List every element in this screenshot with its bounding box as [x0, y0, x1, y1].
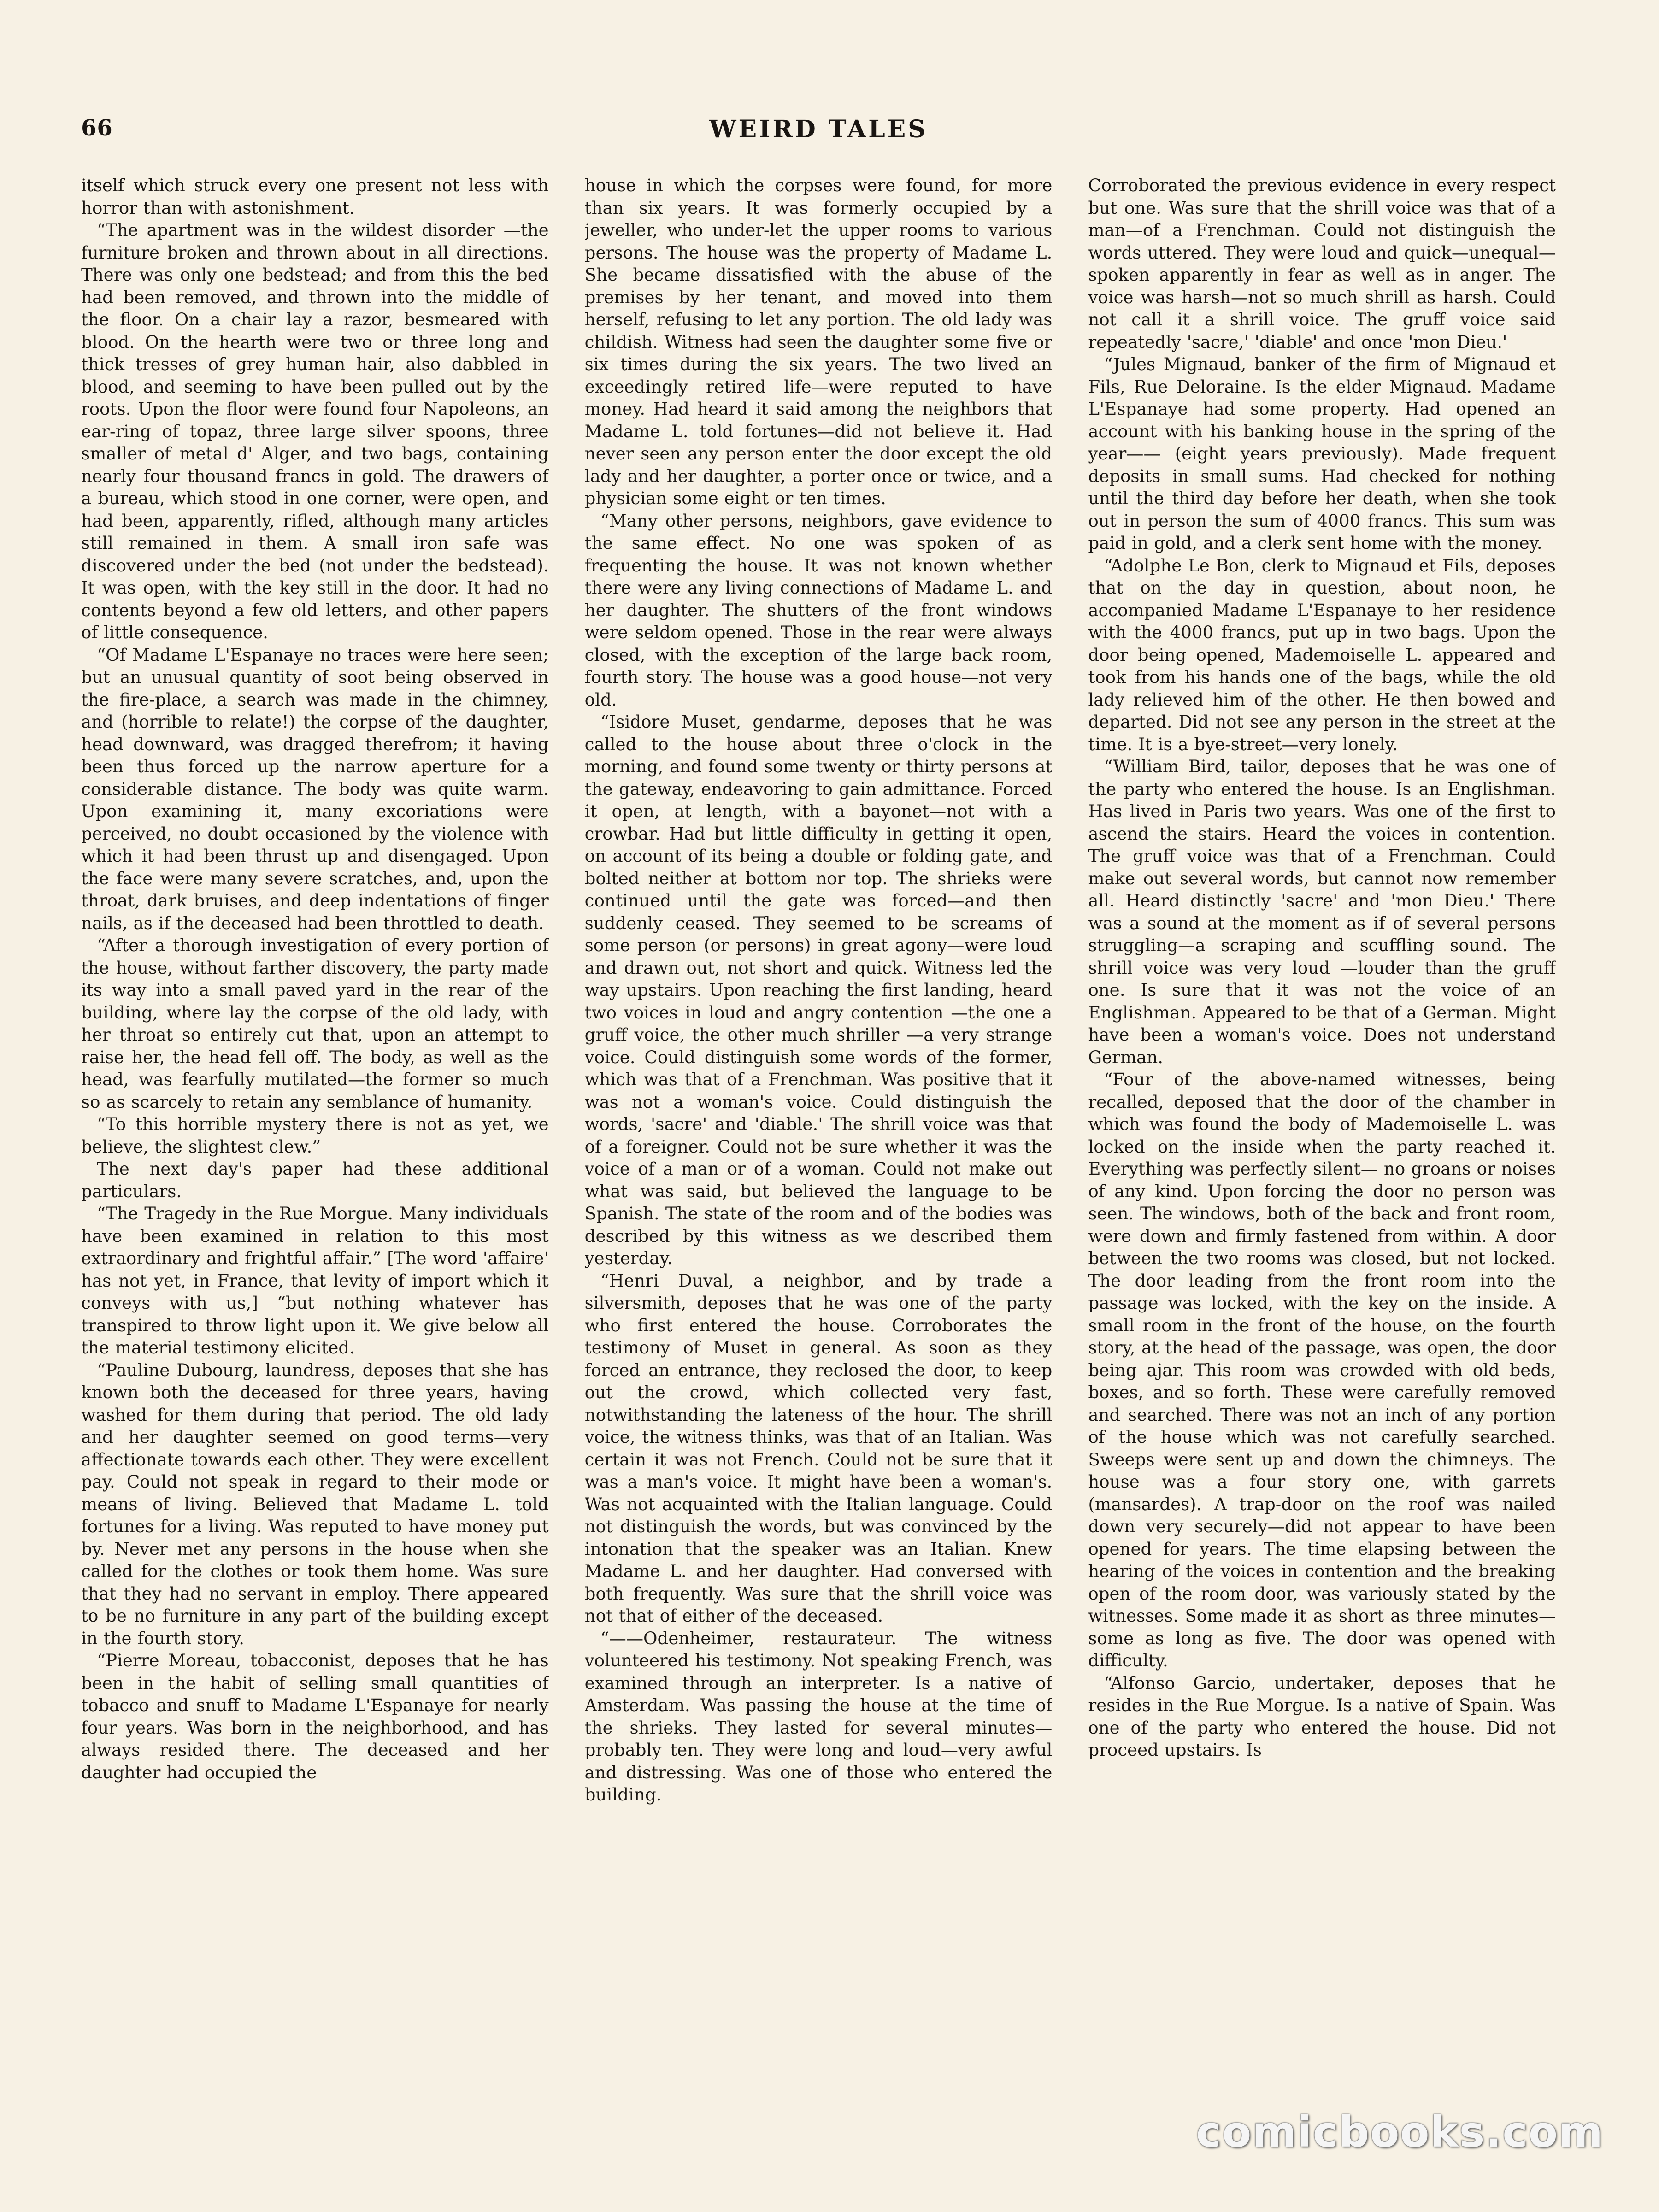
paragraph: house in which the corpses were found, for more than six years. It was formerly occupied by a jeweller, who under-let the upper rooms to various persons. The house was the property of Madame L. She became dissatisfied with the abuse of the premises by her tenant, and moved into them herself, refusing to let any portion. The old lady was childish. Witness had seen the daughter some five or six times during the six years. The two lived an exceedingly retired life—were reputed to have money. Had heard it said among the neighbors that Madame L. told fortunes—did not believe it. Had never seen any person enter the door except the old lady and her daughter, a porter once or twice, and a physician some eight or ten times.	[584, 175, 1053, 508]
paragraph: “Pierre Moreau, tobacconist, deposes that he has been in the habit of selling small quantities of tobacco and snuff to Madame L'Espanaye for nearly four years. Was born in the neighborhood, and has always resided there. The deceased and her daughter had occupied the	[81, 1650, 549, 1783]
paragraph: “To this horrible mystery there is not as yet, we believe, the slightest clew.”	[81, 1114, 549, 1157]
paragraph: “Four of the above-named witnesses, being recalled, deposed that the door of the chamber in which was found the body of Mademoiselle L. was locked on the inside when the party reached it. Everything was perfectly silent— no groans or noises of any kind. Upon forcing the door no person was seen. The windows, both of the back and front room, were down and firmly fastened from within. A door between the two rooms was closed, but not locked. The door leading from the front room into the passage was locked, with the key on the inside. A small room in the front of the house, on the fourth story, at the head of the passage, was open, the door being ajar. This room was crowded with old beds, boxes, and so forth. These were carefully removed and searched. There was not an inch of any portion of the house which was not carefully searched. Sweeps were sent up and down the chimneys. The house was a four story one, with garrets (mansardes). A trap-door on the roof was nailed down very securely—did not appear to have been opened for years. The time elapsing between the hearing of the voices in contention and the breaking open of the room door, was variously stated by the witnesses. Some made it as short as three minutes—some as long as five. The door was opened with difficulty.	[1088, 1069, 1556, 1671]
paragraph: “Jules Mignaud, banker of the firm of Mignaud et Fils, Rue Deloraine. Is the elder Mignaud. Madame L'Espanaye had some property. Had opened an account with his banking house in the spring of the year—— (eight years previously). Made frequent deposits in small sums. Had checked for nothing until the third day before her death, when she took out in person the sum of 4000 francs. This sum was paid in gold, and a clerk sent home with the money.	[1088, 354, 1556, 553]
page-header	[81, 115, 1556, 159]
paragraph: “Isidore Muset, gendarme, deposes that he was called to the house about three o'clock in the morning, and found some twenty or thirty persons at the gateway, endeavoring to gain admittance. Forced it open, at length, with a bayonet—not with a crowbar. Had but little difficulty in getting it open, on account of its being a double or folding gate, and bolted neither at bottom nor top. The shrieks were continued until the gate was forced—and then suddenly ceased. They seemed to be screams of some person (or persons) in great agony—were loud and drawn out, not short and quick. Witness led the way upstairs. Upon reaching the first landing, heard two voices in loud and angry contention —the one a gruff voice, the other much shriller —a very strange voice. Could distinguish some words of the former, which was that of a Frenchman. Was positive that it was not a woman's voice. Could distinguish the words, 'sacre' and 'diable.' The shrill voice was that of a foreigner. Could not be sure whether it was the voice of a man or of a woman. Could not make out what was said, but believed the language to be Spanish. The state of the room and of the bodies was described by this witness as we described them yesterday.	[584, 712, 1053, 1268]
text-column-1	[81, 174, 549, 2054]
paragraph: itself which struck every one present not less with horror than with astonishment.	[81, 175, 549, 218]
paragraph: “Adolphe Le Bon, clerk to Mignaud et Fils, deposes that on the day in question, about noon, he accompanied Madame L'Espanaye to her residence with the 4000 francs, put up in two bags. Upon the door being opened, Mademoiselle L. appeared and took from his hands one of the bags, while the old lady relieved him of the other. He then bowed and departed. Did not see any person in the street at the time. It is a bye-street—very lonely.	[1088, 555, 1556, 754]
paragraph: The next day's paper had these additional particulars.	[81, 1159, 549, 1201]
paragraph: “Henri Duval, a neighbor, and by trade a silversmith, deposes that he was one of the party who first entered the house. Corroborates the testimony of Muset in general. As soon as they forced an entrance, they reclosed the door, to keep out the crowd, which collected very fast, notwithstanding the lateness of the hour. The shrill voice, the witness thinks, was that of an Italian. Was certain it was not French. Could not be sure that it was a man's voice. It might have been a woman's. Was not acquainted with the Italian language. Could not distinguish the words, but was convinced by the intonation that the speaker was an Italian. Knew Madame L. and her daughter. Had conversed with both frequently. Was sure that the shrill voice was not that of either of the deceased.	[584, 1270, 1053, 1626]
paragraph: “The apartment was in the wildest disorder —the furniture broken and thrown about in all directions. There was only one bedstead; and from this the bed had been removed, and thrown into the middle of the floor. On a chair lay a razor, besmeared with blood. On the hearth were two or three long and thick tresses of grey human hair, also dabbled in blood, and seeming to have been pulled out by the roots. Upon the floor were found four Napoleons, an ear-ring of topaz, three large silver spoons, three smaller of metal d' Alger, and two bags, containing nearly four thousand francs in gold. The drawers of a bureau, which stood in one corner, were open, and had been, apparently, rifled, although many articles still remained in them. A small iron safe was discovered under the bed (not under the bedstead). It was open, with the key still in the door. It had no contents beyond a few old letters, and other papers of little consequence.	[81, 220, 549, 642]
paragraph: “——Odenheimer, restaurateur. The witness volunteered his testimony. Not speaking French, was examined through an interpreter. Is a native of Amsterdam. Was passing the house at the time of the shrieks. They lasted for several minutes—probably ten. They were long and loud—very awful and distressing. Was one of those who entered the building.	[584, 1628, 1053, 1805]
text-column-3	[1088, 174, 1556, 2054]
paragraph: “Alfonso Garcio, undertaker, deposes that he resides in the Rue Morgue. Is a native of Spain. Was one of the party who entered the house. Did not proceed upstairs. Is	[1088, 1672, 1556, 1760]
page-number: 66	[81, 115, 113, 141]
site-watermark: comicbooks.com	[1196, 2107, 1604, 2157]
paragraph: “Many other persons, neighbors, gave evidence to the same effect. No one was spoken of as frequenting the house. It was not known whether there were any living connections of Madame L. and her daughter. The shutters of the front windows were seldom opened. Those in the rear were always closed, with the exception of the large back room, fourth story. The house was a good house—not very old.	[584, 510, 1053, 710]
paragraph: “William Bird, tailor, deposes that he was one of the party who entered the house. Is an Englishman. Has lived in Paris two years. Was one of the first to ascend the stairs. Heard the voices in contention. The gruff voice was that of a Frenchman. Could make out several words, but cannot now remember all. Heard distinctly 'sacre' and 'mon Dieu.' There was a sound at the moment as if of several persons struggling—a scraping and scuffling sound. The shrill voice was very loud —louder than the gruff one. Is sure that it was not the voice of an Englishman. Appeared to be that of a German. Might have been a woman's voice. Does not understand German.	[1088, 756, 1556, 1067]
paragraph: “Of Madame L'Espanaye no traces were here seen; but an unusual quantity of soot being observed in the fire-place, a search was made in the chimney, and (horrible to relate!) the corpse of the daughter, head downward, was dragged therefrom; it having been thus forced up the narrow aperture for a considerable distance. The body was quite warm. Upon examining it, many excoriations were perceived, no doubt occasioned by the violence with which it had been thrust up and disengaged. Upon the face were many severe scratches, and, upon the throat, dark bruises, and deep indentations of finger nails, as if the deceased had been throttled to death.	[81, 644, 549, 933]
running-head: WEIRD TALES	[709, 115, 928, 143]
text-column-2	[585, 174, 1053, 2054]
paragraph: “Pauline Dubourg, laundress, deposes that she has known both the deceased for three years, having washed for them during that period. The old lady and her daughter seemed on good terms—very affectionate towards each other. They were excellent pay. Could not speak in regard to their mode or means of living. Believed that Madame L. told fortunes for a living. Was reputed to have money put by. Never met any persons in the house when she called for the clothes or took them home. Was sure that they had no servant in employ. There appeared to be no furniture in any part of the building except in the fourth story.	[81, 1359, 549, 1648]
paragraph: “After a thorough investigation of every portion of the house, without farther discovery, the party made its way into a small paved yard in the rear of the building, where lay the corpse of the old lady, with her throat so entirely cut that, upon an attempt to raise her, the head fell off. The body, as well as the head, was fearfully mutilated—the former so much so as scarcely to retain any semblance of humanity.	[81, 935, 549, 1112]
text-columns	[81, 174, 1556, 2054]
paragraph: “The Tragedy in the Rue Morgue. Many individuals have been examined in relation to this most extraordinary and frightful affair.” [The word 'affaire' has not yet, in France, that levity of import which it conveys with us,] “but nothing whatever has transpired to throw light upon it. We give below all the material testimony elicited.	[81, 1203, 549, 1358]
paragraph: Corroborated the previous evidence in every respect but one. Was sure that the shrill voice was that of a man—of a Frenchman. Could not distinguish the words uttered. They were loud and quick—unequal—spoken apparently in fear as well as in anger. The voice was harsh—not so much shrill as harsh. Could not call it a shrill voice. The gruff voice said repeatedly 'sacre,' 'diable' and once 'mon Dieu.'	[1088, 175, 1556, 352]
